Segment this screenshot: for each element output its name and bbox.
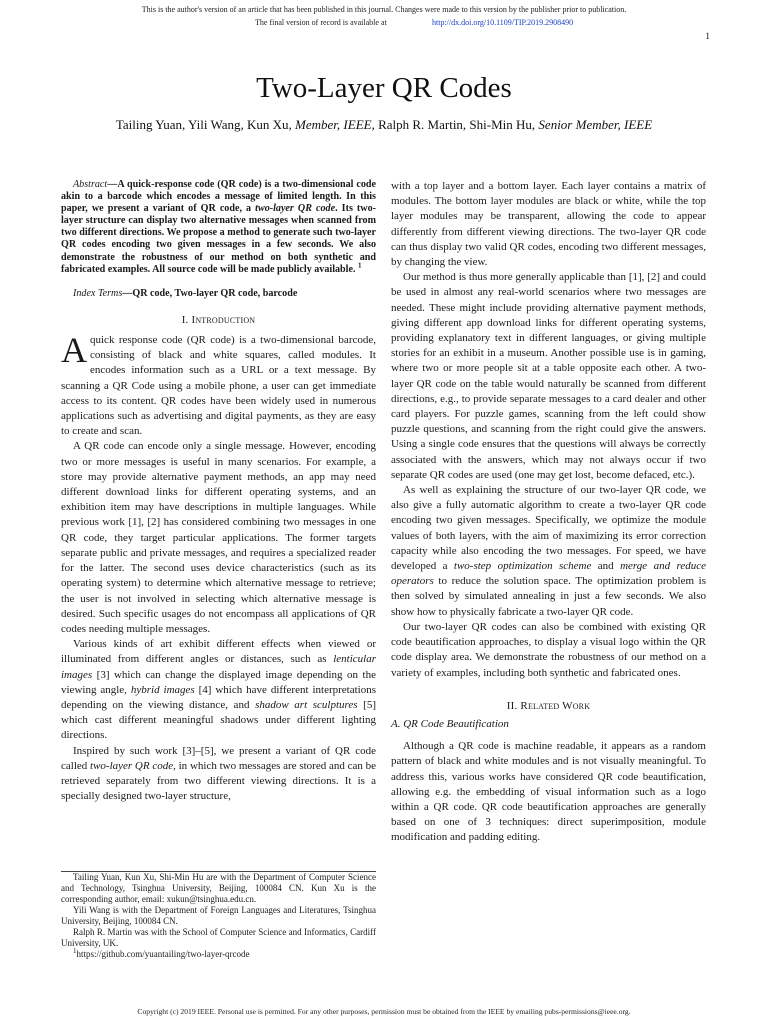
drop-cap: A [61,330,87,371]
index-terms-label: Index Terms [73,287,123,299]
p3-emphasis-lenticular: lenticular images [61,653,376,681]
p4-text-a: Inspired by such work [3]–[5], we present a variant of QR code called [61,744,376,772]
right-paragraph-5: Although a QR code is machine readable, it appears as a random pattern of black and white modules and is not visually meaningful. To address this, various works have considered QR code beautification, allowing e.g. the embedding of visual information such as a logo within a QR code. QR code beautification approaches are generally based on one of 3 techniques: direct superimposition, module modification and padding editing. [391,740,706,844]
paper-title: Two-Layer QR Codes [256,72,512,104]
rp3-emphasis-merge: merge and reduce operators [391,560,706,588]
author-names-2: Ralph R. Martin, Shi-Min Hu, [374,117,539,132]
section-number: I. [181,313,192,326]
copyright-notice: Copyright (c) 2019 IEEE. Personal use is permitted. For any other purposes, permission must be obtained from the IEEE by emailing pubs-permissions@ieee.org. [137,1007,631,1016]
rp3-text-e: to reduce the solution space. The optimization problem is then solved by simulated annealing in just a few seconds. We also show how to physically fabricate a two-layer QR code. [391,575,706,618]
index-terms-text: —QR code, Two-layer QR code, barcode [122,287,298,299]
section-number: II. [506,699,521,712]
section-heading-introduction [61,313,376,328]
p4-emphasis: two-layer QR code [90,759,174,772]
subsection-heading-qr-beautification: A. QR Code Beautification [391,717,509,730]
publication-banner [0,3,768,29]
intro-paragraph-2: A QR code can encode only a single message. However, encoding two or more messages is useful in many scenarios. For example, a store may provide alternative payment methods, an app may need different download links for different operating systems, and an exhibition item may have descriptions in multiple languages. While previous work [1], [2] has considered combining two messages in one QR code, they target particular applications. The former targets separate public and private messages, and requires a specialized reader for the latter. The second uses device characteristics (such as its operating system) to determine which alternative message to retrieve; the user is not involved in selecting which alternative message is desired. Such specific usages do not encompass all applications of QR codes needing multiple messages. [61,440,376,635]
banner-line-2 [0,16,768,29]
left-column [61,179,376,804]
abstract-text-2: . Its two-layer structure can display two alternative messages when scanned from two different directions. We propose a method to generate such two-layer QR codes encoding two given messages in a few seconds. We also demonstrate the robustness of our method on both synthetic and fabricated examples. All source code will be made publicly available. [61,203,376,275]
right-paragraph-2: Our method is thus more generally applicable than [1], [2] and could be used in almost any real-world scenarios where two messages are needed. These might include providing alternative payment methods, giving different app download links for different operating systems, providing explanatory text in different languages, or giving multiple stories for an exhibit in a museum. Another possible use is in gaming, where two or more people sit at a table opposite each other. A two-layer QR code on the table would naturally be scanned from different directions, e.g., to provide separate messages to a card dealer and other card players. For puzzle games, scanning from the left could show puzzle questions, and scanning from the right could give the answers. Using a single code ensures that the questions will always be correctly associated with the answers, which may not always occur if two separate QR codes are used (one may get lost, become defaced, etc.). [391,271,706,481]
intro-paragraph-4 [61,744,376,805]
author-names-1: Tailing Yuan, Yili Wang, Kun Xu, [115,117,296,132]
rp3-text-a: As well as explaining the structure of our two-layer QR code, we also give a fully automatic algorithm to create a two-layer QR code encoding two given messages. Specifically, we optimize the module values of both layers, with the aim of maximizing its error correction capacity while also encoding the two messages. For speed, we have developed a [391,484,706,573]
abstract [61,179,376,276]
p3-emphasis-shadow: shadow art sculptures [255,698,358,711]
abstract-text: —A quick-response code (QR code) is a two-dimensional code akin to a barcode which encodes a message of limited length. In this paper, we present a variant of QR code, a [61,179,376,215]
p3-emphasis-hybrid: hybrid images [130,683,195,696]
right-paragraph-4: Our two-layer QR codes can also be combined with existing QR code beautification approaches, to display a visual logo within the QR code display area. We demonstrate the robustness of our method on a variety of examples, including both synthetic and fabricated ones. [391,620,706,679]
section-title: Introduction [191,313,256,326]
section-title: Related Work [520,699,591,712]
author-role-2: Senior Member, IEEE [538,117,653,132]
right-column [391,179,706,846]
right-paragraph-3 [391,483,706,620]
author-role-1: Member, IEEE, [295,117,375,132]
abstract-emphasis: two-layer QR code [255,203,336,215]
footnote-affiliation-1: Tailing Yuan, Kun Xu, Shi-Min Hu are with the Department of Computer Science and Technology, Tsinghua University, Beijing, 100084 CN. Kun Xu is the corresponding author, email: xukun@tsinghua.edu.cn. [61,872,376,904]
intro-paragraph-3 [61,637,376,743]
page-number: 1 [705,32,710,42]
p3-text-e: [4] which have different interpretations depending on the viewing distance, and [61,683,376,711]
doi-link[interactable]: http://dx.doi.org/10.1109/TIP.2019.2908490 [432,18,574,27]
p3-text-c: [3] which can change the displayed image depending on the viewing angle, [61,668,376,696]
intro-paragraph-1-text: quick response code (QR code) is a two-dimensional barcode, consisting of black and white squares, called modules. It encodes information such as a URL or a text message. By scanning a QR Code using a mobile phone, a user can get immediate access to its content. QR codes have been widely used in numerous applications such as advertising and digital payments, as they are easy to create and scan. [61,334,376,438]
footnote-source-code [61,949,376,960]
footnotes [61,871,376,960]
section-heading-related-work [391,699,706,714]
p4-text-c: , in which two messages are stored and can be retrieved separately from two different viewing directions. It is a specially designed two-layer structure, [61,759,376,803]
right-paragraph-1: with a top layer and a bottom layer. Each layer contains a matrix of modules. The bottom layer modules are black or white, while the top layer modules may be transparent, allowing the code to appear differently from different viewing directions. The two-layer QR code can thus display two valid QR codes, encoding two different messages, by changing the view. [391,180,706,269]
footnote-affiliation-3: Ralph R. Martin was with the School of Computer Science and Informatics, Cardiff University, UK. [61,927,376,948]
source-code-link[interactable]: https://github.com/yuantailing/two-layer-qrcode [76,949,250,959]
abstract-label: Abstract [73,179,108,190]
p3-text-a: Various kinds of art exhibit different effects when viewed or illuminated from different angles or distances, such as [61,638,376,666]
banner-line-1: This is the author's version of an article that has been published in this journal. Changes were made to this version by the publisher prior to publication. [141,5,627,14]
p3-text-g: [5] which cast different meaningful shadows under different lighting directions. [61,698,377,742]
index-terms [61,288,376,300]
rp3-text-c: and [591,560,621,573]
author-list [0,117,768,133]
rp3-emphasis-two-step: two-step optimization scheme [453,560,592,573]
banner-line-2-text: The final version of record is available at [255,18,387,27]
intro-paragraph-1 [61,330,376,439]
abstract-footnote-mark: 1 [358,261,362,270]
footnote-mark: 1 [73,947,77,955]
footnote-affiliation-2: Yili Wang is with the Department of Foreign Languages and Literatures, Tsinghua University, Beijing, 100084 CN. [61,905,376,926]
